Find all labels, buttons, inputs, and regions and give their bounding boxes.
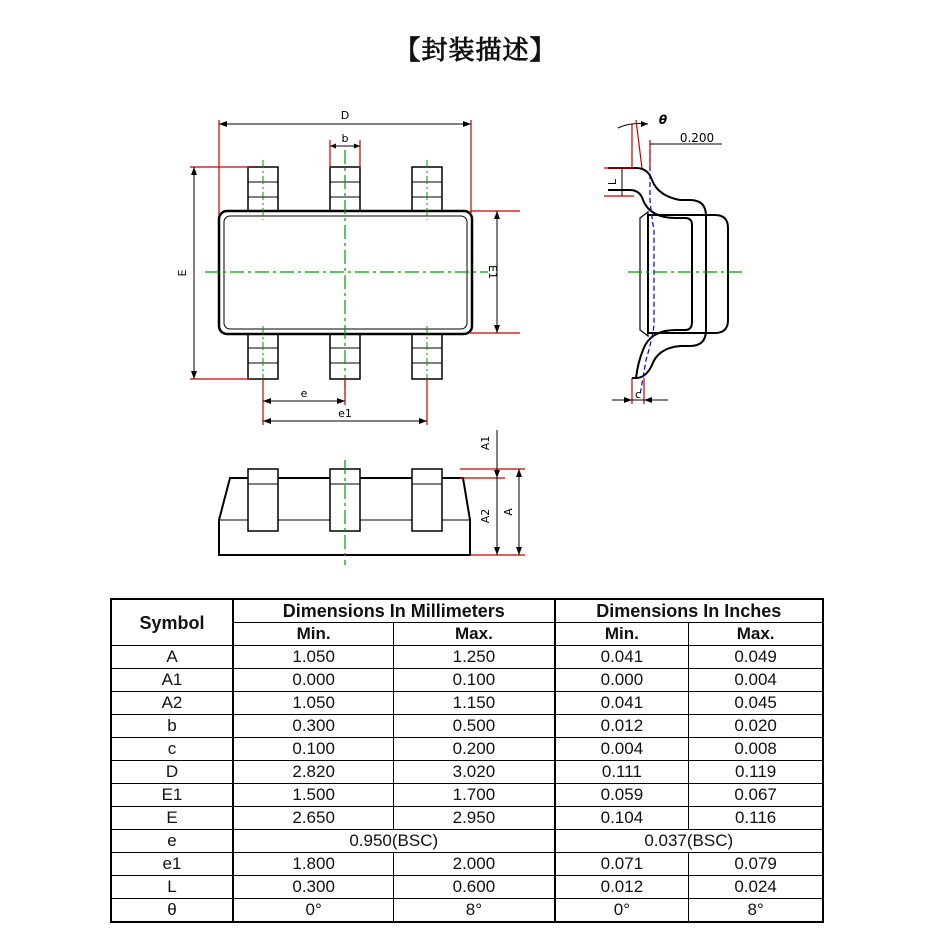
front-view bbox=[219, 430, 525, 565]
cell-mm-min: 0.300 bbox=[233, 715, 394, 738]
cell-in-max: 0.049 bbox=[689, 646, 823, 669]
cell-symbol: L bbox=[111, 876, 233, 899]
cell-in-min: 0.104 bbox=[555, 807, 689, 830]
top-view bbox=[176, 109, 520, 425]
cell-in-min: 0.012 bbox=[555, 715, 689, 738]
header-inch: Dimensions In Inches bbox=[555, 599, 823, 623]
table-row bbox=[111, 669, 823, 692]
cell-mm-min: 0.100 bbox=[233, 738, 394, 761]
cell-mm-max: 1.250 bbox=[394, 646, 555, 669]
cell-mm-max: 2.950 bbox=[394, 807, 555, 830]
header-mm: Dimensions In Millimeters bbox=[233, 599, 555, 623]
label-L: L bbox=[606, 178, 619, 186]
dimensions-table bbox=[110, 598, 824, 923]
table-row bbox=[111, 830, 823, 853]
pin-top-1 bbox=[248, 167, 278, 213]
table-row bbox=[111, 807, 823, 830]
cell-symbol: D bbox=[111, 761, 233, 784]
cell-mm-max: 8° bbox=[394, 899, 555, 923]
pin-top-3 bbox=[412, 167, 442, 213]
cell-mm-max: 0.600 bbox=[394, 876, 555, 899]
cell-in-max: 0.079 bbox=[689, 853, 823, 876]
cell-symbol: A2 bbox=[111, 692, 233, 715]
cell-in-max: 0.119 bbox=[689, 761, 823, 784]
front-pin-3 bbox=[412, 469, 442, 531]
pin-bottom-1 bbox=[248, 333, 278, 379]
cell-in-max: 0.116 bbox=[689, 807, 823, 830]
cell-mm-max: 2.000 bbox=[394, 853, 555, 876]
header-mm-min: Min. bbox=[233, 623, 394, 646]
label-A2: A2 bbox=[479, 508, 492, 524]
table-row bbox=[111, 876, 823, 899]
cell-mm-min: 1.500 bbox=[233, 784, 394, 807]
cell-mm-max: 1.150 bbox=[394, 692, 555, 715]
side-view bbox=[604, 113, 742, 404]
cell-mm-min: 1.800 bbox=[233, 853, 394, 876]
cell-in-bsc: 0.037(BSC) bbox=[555, 830, 823, 853]
label-c: c bbox=[634, 388, 642, 401]
cell-symbol: e bbox=[111, 830, 233, 853]
table-row bbox=[111, 692, 823, 715]
cell-in-min: 0.041 bbox=[555, 646, 689, 669]
cell-mm-min: 1.050 bbox=[233, 646, 394, 669]
cell-mm-min: 1.050 bbox=[233, 692, 394, 715]
cell-in-min: 0.012 bbox=[555, 876, 689, 899]
cell-mm-min: 0° bbox=[233, 899, 394, 923]
cell-mm-max: 3.020 bbox=[394, 761, 555, 784]
cell-mm-min: 2.650 bbox=[233, 807, 394, 830]
cell-in-min: 0.059 bbox=[555, 784, 689, 807]
cell-symbol: b bbox=[111, 715, 233, 738]
label-gauge: 0.200 bbox=[679, 131, 715, 145]
header-mm-max: Max. bbox=[394, 623, 555, 646]
cell-symbol: E1 bbox=[111, 784, 233, 807]
table-row bbox=[111, 899, 823, 923]
table-row bbox=[111, 853, 823, 876]
pin-bottom-3 bbox=[412, 333, 442, 379]
cell-in-max: 0.004 bbox=[689, 669, 823, 692]
label-e: e bbox=[300, 387, 308, 400]
cell-symbol: θ bbox=[111, 899, 233, 923]
table-row bbox=[111, 738, 823, 761]
cell-in-max: 0.008 bbox=[689, 738, 823, 761]
label-D: D bbox=[340, 109, 350, 122]
cell-mm-min: 0.300 bbox=[233, 876, 394, 899]
cell-in-min: 0.000 bbox=[555, 669, 689, 692]
page-title: 【封装描述】 bbox=[394, 36, 557, 66]
header-in-min: Min. bbox=[555, 623, 689, 646]
cell-mm-min: 2.820 bbox=[233, 761, 394, 784]
cell-symbol: c bbox=[111, 738, 233, 761]
cell-symbol: A1 bbox=[111, 669, 233, 692]
label-theta: θ bbox=[658, 113, 668, 127]
label-E1: E1 bbox=[486, 265, 499, 279]
cell-mm-min: 0.000 bbox=[233, 669, 394, 692]
label-e1: e1 bbox=[338, 407, 352, 420]
cell-in-min: 0.111 bbox=[555, 761, 689, 784]
cell-symbol: E bbox=[111, 807, 233, 830]
front-pin-1 bbox=[248, 469, 278, 531]
cell-in-max: 0.067 bbox=[689, 784, 823, 807]
cell-mm-max: 1.700 bbox=[394, 784, 555, 807]
cell-in-min: 0.041 bbox=[555, 692, 689, 715]
table-row bbox=[111, 715, 823, 738]
cell-in-max: 0.045 bbox=[689, 692, 823, 715]
header-symbol: Symbol bbox=[111, 599, 233, 646]
label-E: E bbox=[176, 269, 189, 277]
table-row bbox=[111, 784, 823, 807]
cell-in-max: 0.024 bbox=[689, 876, 823, 899]
cell-symbol: A bbox=[111, 646, 233, 669]
cell-in-max: 0.020 bbox=[689, 715, 823, 738]
table-body bbox=[111, 646, 823, 923]
cell-mm-max: 0.500 bbox=[394, 715, 555, 738]
header-in-max: Max. bbox=[689, 623, 823, 646]
cell-mm-max: 0.100 bbox=[394, 669, 555, 692]
label-A1: A1 bbox=[479, 435, 492, 451]
cell-in-min: 0.004 bbox=[555, 738, 689, 761]
table-row bbox=[111, 761, 823, 784]
cell-in-min: 0° bbox=[555, 899, 689, 923]
label-b: b bbox=[341, 132, 349, 145]
cell-mm-bsc: 0.950(BSC) bbox=[233, 830, 555, 853]
cell-mm-max: 0.200 bbox=[394, 738, 555, 761]
label-A: A bbox=[502, 508, 515, 516]
cell-symbol: e1 bbox=[111, 853, 233, 876]
table-row bbox=[111, 646, 823, 669]
cell-in-max: 8° bbox=[689, 899, 823, 923]
cell-in-min: 0.071 bbox=[555, 853, 689, 876]
